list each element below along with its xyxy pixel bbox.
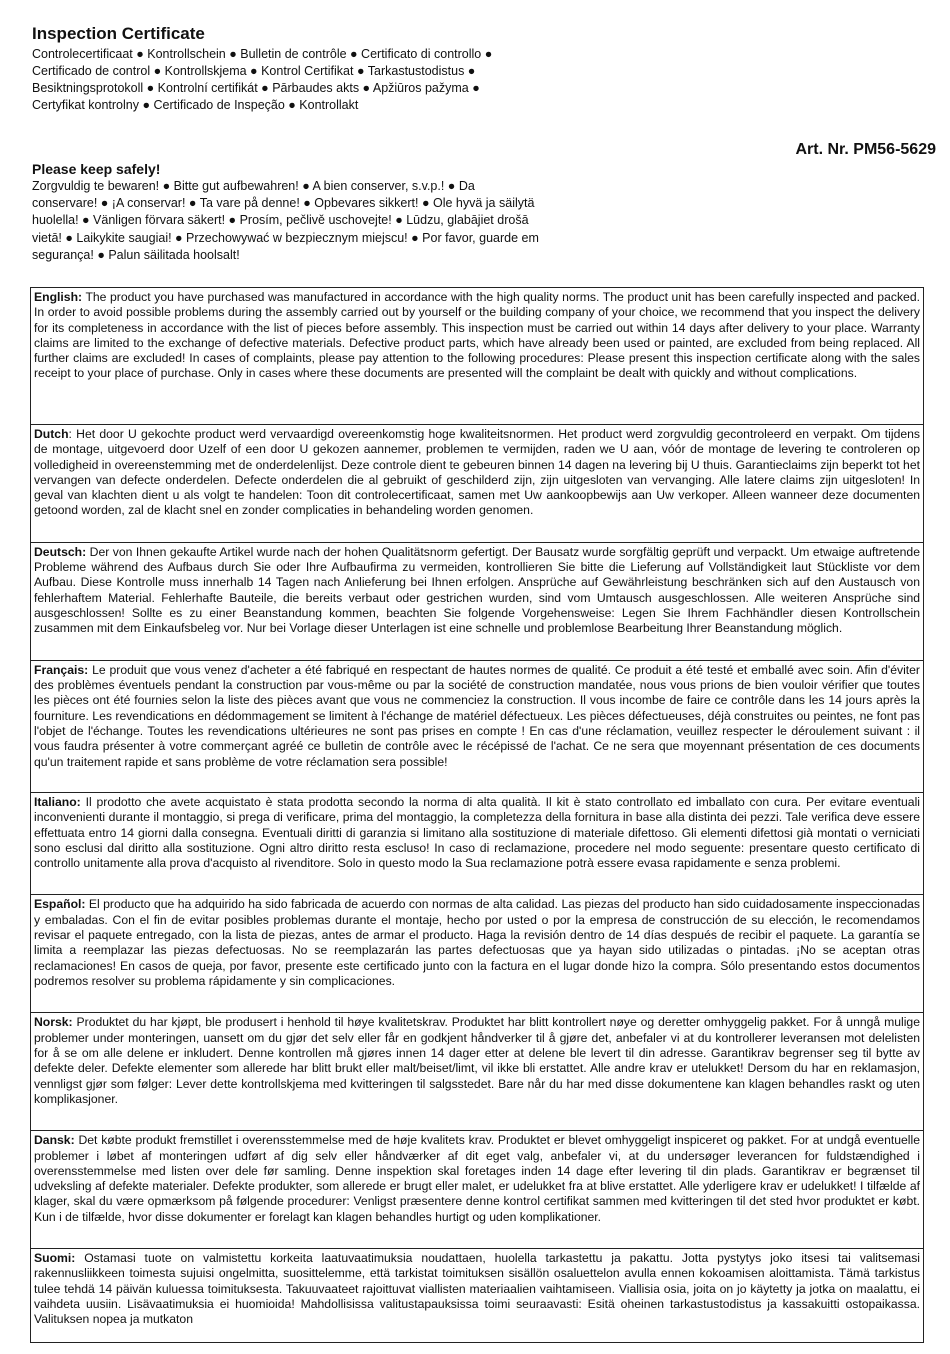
- language-label: Dutch: [34, 427, 69, 441]
- section-text: Produktet du har kjøpt, ble produsert i henhold til høye kvalitetskrav. Produktet har blitt kontrollert nøye og deretter omhyggelig pakket. For å unngå mulige problemer under monteringen, uansett om du gjør det selv eller får en godkjent håndverker til å gjøre det, anbefaler vi at du kontrollerer leveransen mot delelisten for å se om alle delene er inkludert. Denne kontrollen må gjøres innen 14 dager etter at delene ble levert til din adresse. Garantikrav begrenser seg til bytte av defekte deler. Defekte elementer som allerede har blitt brukt eller malt/beiset/limt, vil ikke bli erstattet. Alle andre krav er utelukket! Dersom du har en reklamasjon, vennligst gjør som følger: Lever dette kontrollskjema med kvitteringen til salgsstedet. Bare når du har med disse dokumentene kan klagen behandles raskt og uten komplikasjoner.: [34, 1015, 920, 1106]
- section-text: Det købte produkt fremstillet i overensstemmelse med de høje kvalitets krav. Produktet er blevet omhyggeligt inspiceret og pakket. For at undgå eventuelle problemer i løbet af monteringen udført af dig selv eller håndværker af dit eget valg, anbefaler vi, at du undersøger leverancen for fuldstændighed i overensstemmelse med listen over dele før samling. Denne inspektion skal foretages inden 14 dage efter levering til din plads. Garantikrav er begrænset til udveksling af defekte materialer. Defekte produkter, som allerede er brugt eller malet, er udelukket fra at blive erstattet. Alle yderligere krav er udelukket! I tilfælde af klager, skal du være opmærksom på følgende procedurer: Venligst præsentere denne kontrol certifikat sammen med kvitteringen til det sted hvor produktet er købt. Kun i de tilfælde, hvor disse dokumenter er forelagt kan klagen behandles hurtigt og uden komplikationer.: [34, 1133, 920, 1224]
- section-dansk: [31, 1131, 923, 1249]
- language-label: Français:: [34, 662, 89, 677]
- section-italiano: [31, 793, 923, 896]
- keep-safely-block: [32, 160, 542, 264]
- language-label: Deutsch:: [34, 544, 87, 559]
- header: [32, 24, 532, 114]
- section-english: [31, 288, 923, 425]
- language-sections: [30, 287, 924, 1343]
- language-label: English:: [34, 290, 83, 304]
- article-number: Art. Nr. PM56-5629: [795, 141, 936, 158]
- title-translations: Controlecertificaat ● Kontrollschein ● Bulletin de contrôle ● Certificato di controllo ● Certificado de control ● Kontrollskjema ● Kontrol Certifikat ● Tarkastustodistus ● Besiktningsprotokoll ● Kontrolní certifikát ● Pārbaudes akts ● Apžiūros pažyma ● Certyfikat kontrolny ● Certificado de Inspeção ● Kontrollakt: [32, 47, 493, 112]
- section-text: Le produit que vous venez d'acheter a été fabriqué en respectant de hautes normes de qualité. Ce produit a été testé et emballé avec soin. Afin d'éviter des problèmes éventuels pendant la construction par vous-même ou par la société de construction mandatée, nous vous prions de bien vouloir vérifier que toutes les pièces ont été fournies selon la liste des pièces avant que vous ne commenciez la construction. Il vous incombe de faire ce contrôle dans les 14 jours après la fourniture. Les revendications en dédommagement se limitent à l'échange de matériel défectueux. Les pièces défectueuses, déjà construites ou peintes, ne font pas l'objet de l'échange. Toutes les revendications ultérieures ne sont pas prises en compte ! En cas d'une réclamation, veuillez respecter le déroulement suivant : il vous faudra présenter à votre commerçant agréé ce bulletin de contrôle avec le récépissé de l'achat. Ce ne sera que moyennant présentation de ces documents qu'un traitement rapide et sans problème de votre réclamation sera possible!: [34, 662, 920, 769]
- section-text: Il prodotto che avete acquistato è stata prodotta secondo la norma di alta qualità. Il kit è stato controllato ed imballato con cura. Per evitare eventuali inconvenienti durante il montaggio, si prega di verificare, prima del montaggio, la completezza della fornitura in base alla distinta dei pezzi. Tale verifica deve essere effettuata entro 14 giorni dalla consegna. Eventuali diritti di garanzia si limitano alla sostituzione di materiale difettoso. Gli elementi difettosi già montati o verniciati sono esclusi dal diritto alla sostituzione. Ogni altro diritto resta escluso! In caso di reclamazione, procedere nel modo seguente: presentare questo certificato di controllo unitamente alla prova d'acquisto al rivenditore. Solo in questo modo la Sua reclamazione potrà essere evasa rapidamente e senza problemi.: [34, 794, 920, 871]
- section-text: : Het door U gekochte product werd vervaardigd overeenkomstig hoge kwaliteitsnormen. Het product werd zorgvuldig gecontroleerd en verpakt. Om tijdens de montage, uitgevoerd door Uzelf of een door U gekozen aannemer, problemen te vermijden, raden we U aan, vóór de montage de levering te controleren op volledigheid in overeenstemming met de onderdelenlijst. Deze controle dient te gebeuren binnen 14 dagen na levering bij U thuis. Garantieclaims zijn beperkt tot het vervangen van defecte onderdelen. Defecte onderdelen die al gebruikt of geschilderd zijn, zijn uitgesloten van vervanging. Alle latere claims zijn uitgesloten! In geval van klachten dient u als volgt te handelen: Toon dit controlecertificaat, samen met Uw aankoopbewijs aan Uw verkoper. Alleen wanneer deze documenten getoond worden, zal de klacht snel en zonder complicaties in behandeling worden genomen.: [34, 427, 920, 518]
- section-text: Der von Ihnen gekaufte Artikel wurde nach der hohen Qualitätsnorm gefertigt. Der Bausatz wurde sorgfältig geprüft und verpackt. Um etwaige auftretende Probleme während des Aufbaus durch Sie oder Ihre Aufbaufirma zu vermeiden, kontrollieren Sie bitte die Lieferung auf Vollständigkeit laut Stückliste vor dem Aufbau. Diese Kontrolle muss innerhalb 14 Tagen nach Anlieferung bei Ihnen erfolgen. Ansprüche auf Gewährleistung beschränken sich auf den Austausch von fehlerhaftem Material. Fehlerhafte Bauteile, die bereits verbaut oder gestrichen wurden, sind vom Umtausch ausgeschlossen. Alle weiteren Ansprüche sind ausgeschlossen! Sollte es zu einer Beanstandung kommen, beachten Sie folgende Vorgehensweise: Legen Sie Ihrem Fachhändler diesen Kontrollschein zusammen mit dem Einkaufsbeleg vor. Nur bei Vorlage dieser Unterlagen ist eine schnelle und problemlose Bearbeitung Ihrer Beanstandung möglich.: [34, 544, 920, 636]
- section-text: The product you have purchased was manufactured in accordance with the high quality norms. The product unit has been carefully inspected and packed. In order to avoid possible problems during the assembly carried out by yourself or the building company of your choice, we recommend that you inspect the delivery for its completeness in accordance with the list of pieces before assembly. This inspection must be carried out within 14 days after delivery to your place. Warranty claims are limited to the exchange of defective materials. Defective product parts, which have already been used or painted, are excluded from being replaced. All further claims are excluded! In cases of complaints, please pay attention to the following procedures: Please present this inspection certificate along with the sales receipt to your place of purchase. Only in cases where these documents are presented will the complaint be dealt with quickly and without complications.: [34, 290, 920, 381]
- language-label: Español:: [34, 897, 86, 912]
- section-text: El producto que ha adquirido ha sido fabricada de acuerdo con normas de alta calidad. Las piezas del producto han sido cuidadosamente inspeccionadas y embaladas. Con el fin de evitar posibles problemas durante el montaje, hecho por usted o por la empresa de construcción de su elección, le recomendamos revisar el paquete entregado, con la lista de piezas, antes de armar el producto. Haga la revisión dentro de 14 días después de recibir el paquete. La garantía se limita a reemplazar las piezas defectuosas. No se reemplazarán las partes defectuosas que ya hayan sido utilizadas o pintadas. ¡No se aceptan otras reclamaciones! En casos de queja, por favor, presente este certificado junto con la factura en el lugar donde hizo la compra. Sólo presentando estos documentos podremos resolver su problema rápidamente y sin complicaciones.: [34, 897, 920, 988]
- language-label: Dansk:: [34, 1133, 75, 1148]
- section-suomi: [31, 1249, 923, 1342]
- section-text: Ostamasi tuote on valmistettu korkeita laatuvaatimuksia noudattaen, huolella tarkastettu ja pakattu. Jotta pystytys joko itsesi tai valitsemasi rakennusliikkeen toimesta sujuisi ongelmitta, suosittelemme, että tarkistat toimituksen sisällön osaluettelon avulla ennen kokoamisen aloittamista. Tämä tarkistus tulee tehdä 14 päivän kuluessa toimituksesta. Takuuvaateet rajoittuvat viallisten materiaalien vaihtamiseen. Viallisia osia, joita on jo käytetty ja jotka on maalattu, ei vaihdeta uusiin. Lisävaatimuksia ei huomioida! Mahdollisissa valitustapauksissa toimi seuraavasti: Esitä oheinen tarkastustodistus ja kassakuitti ostopaikassa. Valituksen nopea ja mutkaton: [34, 1251, 921, 1327]
- keep-safely-translations: Zorgvuldig te bewaren! ● Bitte gut aufbewahren! ● A bien conserver, s.v.p.! ● Da conservare! ● ¡A conservar! ● Ta vare på denne! ● Opbevares sikkert! ● Ole hyvä ja säilytä huolella! ● Vänligen förvara säkert! ● Prosím, pečlivě uschovejte! ● Lūdzu, glabājiet drošā vietā! ● Laikykite saugiai! ● Przechowywać w bezpiecznym miejscu! ● Por favor, guarde em segurança! ● Palun säilitada hoolsalt!: [32, 179, 539, 262]
- section-espanol: [31, 895, 923, 1013]
- language-label: Norsk:: [34, 1015, 73, 1030]
- keep-safely-title: Please keep safely!: [32, 161, 161, 177]
- section-deutsch: [31, 543, 923, 661]
- language-label: Italiano:: [34, 794, 81, 809]
- document-title: Inspection Certificate: [32, 24, 205, 43]
- language-label: Suomi:: [34, 1251, 76, 1266]
- section-norsk: [31, 1013, 923, 1131]
- section-dutch: [31, 425, 923, 543]
- section-francais: [31, 661, 923, 793]
